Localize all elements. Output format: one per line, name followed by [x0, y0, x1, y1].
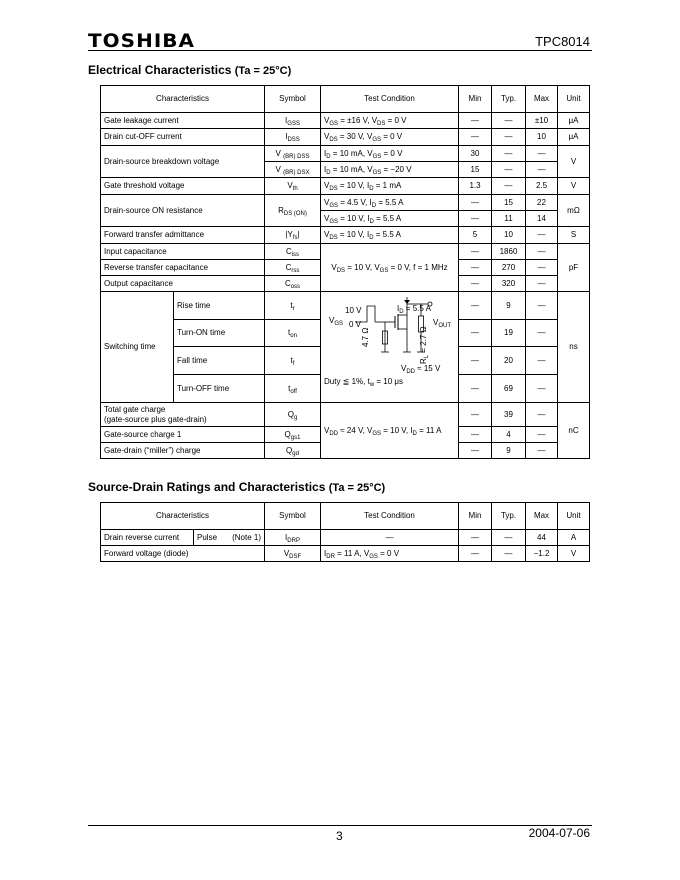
- row-name: Gate-source charge 1: [101, 427, 265, 443]
- table-row: [101, 146, 590, 162]
- row-symbol: $Q_g$: [265, 403, 321, 427]
- row-max: —: [526, 162, 558, 178]
- switching-test-circuit: [321, 292, 459, 403]
- row-typ: 9: [492, 292, 526, 320]
- row-max: —: [526, 375, 558, 403]
- row-min: —: [459, 113, 492, 129]
- row-min: —: [459, 347, 492, 375]
- row-min: —: [459, 129, 492, 146]
- row-condition: $V_{DD} \approx 24$ V, $V_{GS} = 10$ V, $I_D = 11$ A: [321, 403, 459, 459]
- row-typ: 19: [492, 320, 526, 347]
- row-symbol: $V_{DSF}$: [265, 546, 321, 562]
- row-name: Forward transfer admittance: [101, 227, 265, 244]
- row-typ: 39: [492, 403, 526, 427]
- source-drain-table: [100, 502, 590, 562]
- row-min: 5: [459, 227, 492, 244]
- row-max: —: [526, 292, 558, 320]
- row-condition: $V_{DS} = 10$ V, $I_D = 5.5$ A: [321, 227, 459, 244]
- row-symbol: $R_{DS (ON)}$: [265, 195, 321, 227]
- row-unit: pF: [558, 244, 590, 292]
- row-typ: 9: [492, 443, 526, 459]
- row-typ: —: [492, 178, 526, 195]
- row-max: 44: [526, 530, 558, 546]
- id-label: $I_D = 5.5$ A: [397, 304, 431, 315]
- electrical-characteristics-table: [100, 85, 590, 459]
- row-typ: —: [492, 530, 526, 546]
- row-symbol: $I_{GSS}$: [265, 113, 321, 129]
- row-condition: —: [321, 530, 459, 546]
- row-max: 10: [526, 129, 558, 146]
- row-max: —: [526, 146, 558, 162]
- row-min: —: [459, 244, 492, 260]
- table-row: [101, 244, 590, 260]
- vdd-label: $V_{DD} \approx 15$ V: [401, 364, 441, 375]
- row-max: —: [526, 227, 558, 244]
- row-name: Drain cut-OFF current: [101, 129, 265, 146]
- section2-condition: (Ta = 25°C): [328, 482, 386, 494]
- row-min: —: [459, 292, 492, 320]
- row-min: —: [459, 195, 492, 211]
- row-symbol: V $_{(BR) DSX}$: [265, 162, 321, 178]
- row-min: —: [459, 375, 492, 403]
- row-symbol: $Q_{gs1}$: [265, 427, 321, 443]
- row-condition: $I_{DR} = 11$ A, $V_{GS} = 0$ V: [321, 546, 459, 562]
- row-min: —: [459, 443, 492, 459]
- row-subname: Turn-OFF time: [174, 375, 265, 403]
- row-unit: ns: [558, 292, 590, 403]
- row-name: Drain-source ON resistance: [101, 195, 265, 227]
- row-symbol: $|Y_{fs}|$: [265, 227, 321, 244]
- row-name: Gate-drain (“miller”) charge: [101, 443, 265, 459]
- row-pulse-note: Pulse (Note 1): [194, 530, 265, 546]
- col-min: Min: [459, 503, 492, 530]
- col-symbol: Symbol: [265, 86, 321, 113]
- table-header-row: [101, 503, 590, 530]
- row-min: 1.3: [459, 178, 492, 195]
- col-max: Max: [526, 503, 558, 530]
- row-name: Drain-source breakdown voltage: [101, 146, 265, 178]
- row-unit: S: [558, 227, 590, 244]
- row-condition: $V_{GS} = 10$ V, $I_D = 5.5$ A: [321, 211, 459, 227]
- section1-heading: Electrical Characteristics: [88, 63, 232, 77]
- row-typ: 4: [492, 427, 526, 443]
- row-max: ±10: [526, 113, 558, 129]
- row-max: —: [526, 320, 558, 347]
- row-max: —: [526, 244, 558, 260]
- row-min: 30: [459, 146, 492, 162]
- row-condition: $I_D = 10$ mA, $V_{GS} = 0$ V: [321, 146, 459, 162]
- row-max: —: [526, 403, 558, 427]
- row-typ: 20: [492, 347, 526, 375]
- row-unit: mΩ: [558, 195, 590, 227]
- row-typ: 1860: [492, 244, 526, 260]
- row-name: Reverse transfer capacitance: [101, 260, 265, 276]
- row-min: —: [459, 211, 492, 227]
- row-name: Total gate charge (gate-source plus gate-drain): [101, 403, 265, 427]
- table-row: [101, 292, 590, 320]
- row-condition: $V_{DS} = 10$ V, $I_D = 1$ mA: [321, 178, 459, 195]
- table-row: [101, 546, 590, 562]
- row-name: Gate threshold voltage: [101, 178, 265, 195]
- row-typ: —: [492, 113, 526, 129]
- row-unit: μA: [558, 113, 590, 129]
- col-min: Min: [459, 86, 492, 113]
- col-typ: Typ.: [492, 86, 526, 113]
- row-subname: Fall time: [174, 347, 265, 375]
- part-number: TPC8014: [535, 34, 590, 49]
- row-min: —: [459, 276, 492, 292]
- row-symbol: $C_{oss}$: [265, 276, 321, 292]
- row-symbol: $t_{on}$: [265, 320, 321, 347]
- table-row: [101, 227, 590, 244]
- col-characteristics: Characteristics: [101, 86, 265, 113]
- row-max: —: [526, 443, 558, 459]
- row-condition: $V_{DS} = 30$ V, $V_{GS} = 0$ V: [321, 129, 459, 146]
- page-number: 3: [336, 829, 343, 843]
- row-condition: $I_D = 10$ mA, $V_{GS} = -20$ V: [321, 162, 459, 178]
- row-min: —: [459, 530, 492, 546]
- row-symbol: $t_r$: [265, 292, 321, 320]
- row-typ: 69: [492, 375, 526, 403]
- col-unit: Unit: [558, 503, 590, 530]
- col-test-condition: Test Condition: [321, 503, 459, 530]
- col-unit: Unit: [558, 86, 590, 113]
- row-max: 22: [526, 195, 558, 211]
- row-min: —: [459, 260, 492, 276]
- load-resistor-label: $R_L = 2.7$ Ω: [419, 326, 430, 364]
- col-test-condition: Test Condition: [321, 86, 459, 113]
- row-max: 14: [526, 211, 558, 227]
- table-header-row: [101, 86, 590, 113]
- col-max: Max: [526, 86, 558, 113]
- row-unit: nC: [558, 403, 590, 459]
- col-characteristics: Characteristics: [101, 503, 265, 530]
- row-typ: —: [492, 146, 526, 162]
- row-max: —: [526, 276, 558, 292]
- circuit-diagram: [321, 292, 459, 374]
- row-typ: 320: [492, 276, 526, 292]
- row-typ: 15: [492, 195, 526, 211]
- table-row: [101, 530, 590, 546]
- row-symbol: $V_{th}$: [265, 178, 321, 195]
- row-typ: 10: [492, 227, 526, 244]
- row-typ: 11: [492, 211, 526, 227]
- toshiba-logo: TOSHIBA: [88, 30, 196, 52]
- row-name: Output capacitance: [101, 276, 265, 292]
- row-max: −1.2: [526, 546, 558, 562]
- section2-heading: Source-Drain Ratings and Characteristics: [88, 480, 326, 494]
- section2-title: [88, 480, 385, 494]
- row-unit: A: [558, 530, 590, 546]
- table-row: [101, 113, 590, 129]
- row-condition: $V_{GS} = 4.5$ V, $I_D = 5.5$ A: [321, 195, 459, 211]
- section1-title: [88, 63, 291, 77]
- row-typ: —: [492, 129, 526, 146]
- section1-condition: (Ta = 25°C): [234, 65, 292, 77]
- row-min: —: [459, 546, 492, 562]
- row-max: —: [526, 260, 558, 276]
- table-row: [101, 178, 590, 195]
- row-name: Drain reverse current: [101, 530, 194, 546]
- table-row: [101, 403, 590, 427]
- row-symbol: V $_{(BR) DSS}$: [265, 146, 321, 162]
- duty-label: Duty ≦ 1%, $t_w = 10$ μs: [324, 377, 404, 388]
- row-min: —: [459, 320, 492, 347]
- row-typ: 270: [492, 260, 526, 276]
- row-subname: Turn-ON time: [174, 320, 265, 347]
- row-symbol: $C_{rss}$: [265, 260, 321, 276]
- row-name: Forward voltage (diode): [101, 546, 265, 562]
- row-subname: Rise time: [174, 292, 265, 320]
- row-symbol: $t_{off}$: [265, 375, 321, 403]
- col-symbol: Symbol: [265, 503, 321, 530]
- row-typ: —: [492, 546, 526, 562]
- row-symbol: $I_{DSS}$: [265, 129, 321, 146]
- table-row: [101, 195, 590, 211]
- row-min: —: [459, 427, 492, 443]
- row-name: Input capacitance: [101, 244, 265, 260]
- row-unit: V: [558, 146, 590, 178]
- row-typ: —: [492, 162, 526, 178]
- vgs-high-label: 10 V: [345, 306, 362, 315]
- row-max: —: [526, 347, 558, 375]
- footer-rule: [88, 825, 592, 826]
- row-unit: μA: [558, 129, 590, 146]
- document-date: 2004-07-06: [528, 826, 590, 840]
- row-symbol: $t_f$: [265, 347, 321, 375]
- row-name: Gate leakage current: [101, 113, 265, 129]
- header-rule: [88, 50, 592, 51]
- vgs-low-label: 0 V: [349, 320, 362, 329]
- row-min: —: [459, 403, 492, 427]
- table-row: [101, 129, 590, 146]
- row-symbol: $C_{iss}$: [265, 244, 321, 260]
- row-unit: V: [558, 546, 590, 562]
- col-typ: Typ.: [492, 503, 526, 530]
- row-symbol: $Q_{gd}$: [265, 443, 321, 459]
- row-min: 15: [459, 162, 492, 178]
- row-condition: $V_{GS} = \pm 16$ V, $V_{DS} = 0$ V: [321, 113, 459, 129]
- row-unit: V: [558, 178, 590, 195]
- row-symbol: $I_{DRP}$: [265, 530, 321, 546]
- row-max: 2.5: [526, 178, 558, 195]
- vout-label: $V_{OUT}$: [433, 318, 452, 329]
- gate-resistor-label: 4.7 Ω: [361, 327, 370, 347]
- vgs-label: $V_{GS}$: [329, 316, 344, 327]
- row-condition: $V_{DS} = 10$ V, $V_{GS} = 0$ V, f = 1 MHz: [321, 244, 459, 292]
- row-name: Switching time: [101, 292, 174, 403]
- row-max: —: [526, 427, 558, 443]
